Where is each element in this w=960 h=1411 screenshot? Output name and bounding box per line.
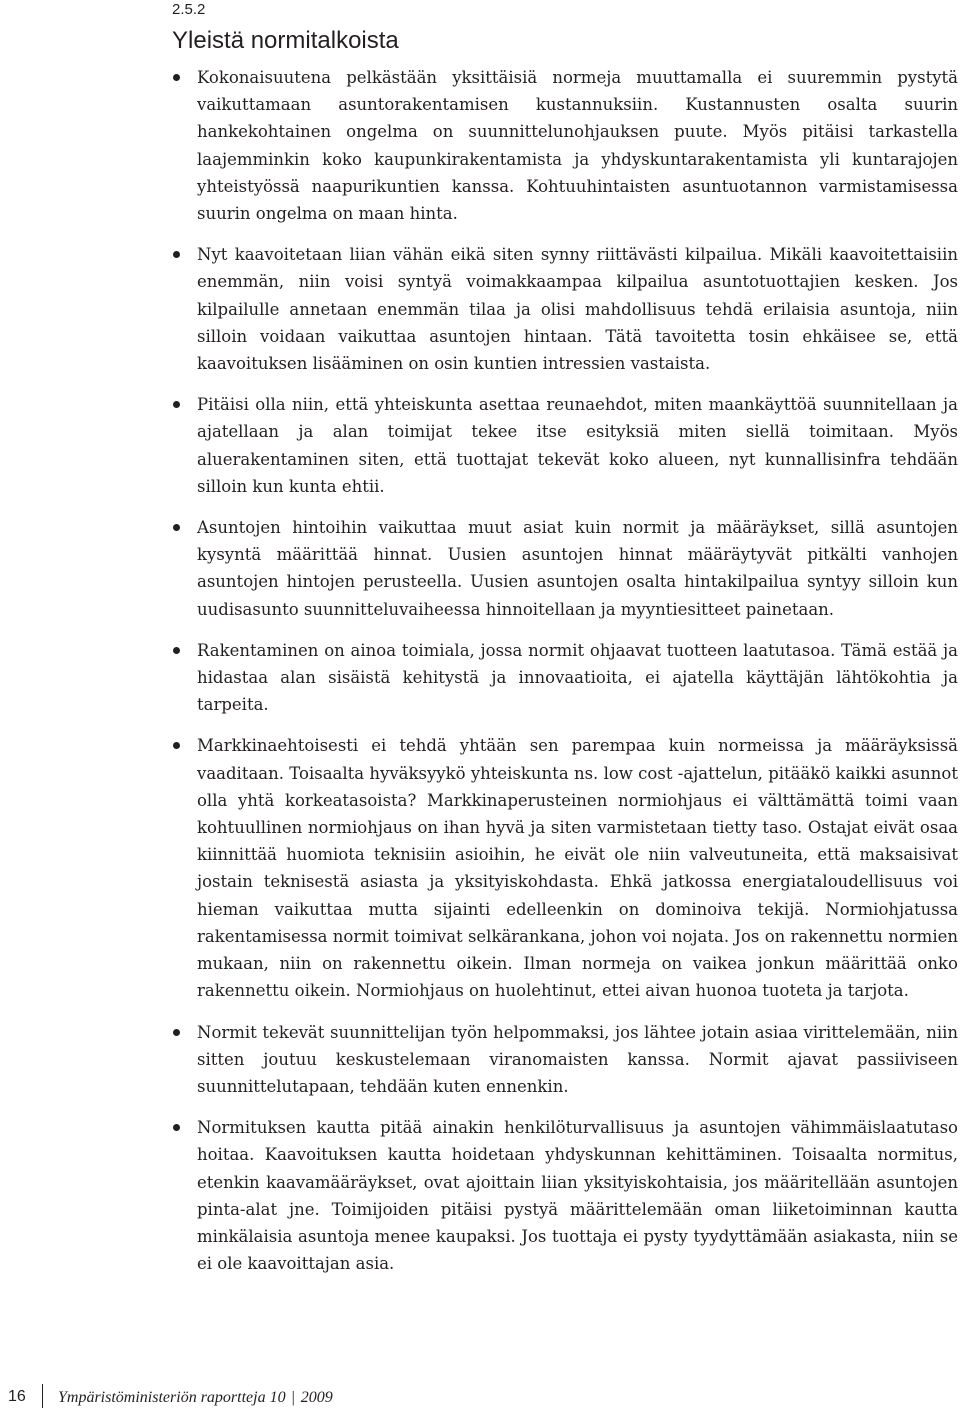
list-item-text: Pitäisi olla niin, että yhteiskunta asettaa reunaehdot, miten maankäyttöä suunnitellaan ja ajatellaan ja alan toimijat tekee itse esityksiä miten siellä toimitaan. Myös aluerakentaminen siten, että tuottajat tekevät koko alueen, nyt kunnallisinfra tehdään silloin kun kunta ehtii.	[197, 395, 958, 496]
section-number: 2.5.2	[172, 1, 206, 18]
page-number: 16	[8, 1388, 26, 1405]
list-item	[172, 637, 958, 719]
section-title: Yleistä normitalkoista	[172, 27, 399, 54]
list-item-text: Markkinaehtoisesti ei tehdä yhtään sen parempaa kuin normeissa ja määräyksissä vaaditaan. Toisaalta hyväksyykö yhteiskunta ns. low cost -ajattelun, pitääkö kaikki asunnot olla yhtä korkeatasoista? Markkinaperusteinen normiohjaus ei välttämättä toimi vaan kohtuullinen normiohjaus on ihan hyvä ja siten varmistetaan tietty taso. Ostajat eivät osaa kiinnittää huomiota teknisiin asioihin, he eivät ole niin valveutuneita, että maksaisivat jostain teknisestä asiasta ja yksityiskohdasta. Ehkä jatkossa energiataloudellisuus voi hieman vaikuttaa mutta sijainti edelleenkin on dominoiva tekijä. Normiohjatussa rakentamisessa normit toimivat selkärankana, johon voi nojata. Jos on rakennettu normien mukaan, niin on rakennettu oikein. Ilman normeja on vaikea jonkun määrittää onko rakennettu oikein. Normiohjaus on huolehtinut, ettei aivan huonoa tuoteta ja tarjota.	[197, 736, 958, 1001]
list-item-text: Normit tekevät suunnittelijan työn helpommaksi, jos lähtee jotain asiaa virittelemään, niin sitten joutuu keskustelemaan viranomaisten kanssa. Normit ajavat passiiviseen suunnittelutapaan, tehdään kuten ennenkin.	[197, 1022, 958, 1096]
bullet-icon	[173, 742, 180, 749]
bullet-icon	[173, 524, 180, 531]
bullet-icon	[173, 647, 180, 654]
list-item-text: Rakentaminen on ainoa toimiala, jossa normit ohjaavat tuotteen laatutasoa. Tämä estää ja hidastaa alan sisäistä kehitystä ja innovaatioita, ei ajatella käyttäjän lähtökohtia ja tarpeita.	[197, 640, 958, 715]
list-item	[172, 64, 958, 227]
list-item-text: Nyt kaavoitetaan liian vähän eikä siten synny riittävästi kilpailua. Mikäli kaavoitettaisiin enemmän, niin voisi syntyä voimakkaampaa kilpailua asuntotuottajien kesken. Jos kilpailulle annetaan enemmän tilaa ja olisi mahdollisuus tehdä erilaisia asuntoja, niin silloin voidaan vaikuttaa asuntojen hintaan. Tätä tavoitetta tosin ehkäisee se, että kaavoituksen lisääminen on osin kuntien intressien vastaista.	[197, 245, 958, 374]
footer-divider	[42, 1384, 43, 1408]
list-item-text: Asuntojen hintoihin vaikuttaa muut asiat kuin normit ja määräykset, sillä asuntojen kysyntä määrittää hinnat. Uusien asuntojen hinnat määräytyvät pitkälti vanhojen asuntojen hintojen perusteella. Uusien asuntojen osalta hintakilpailua syntyy silloin kun uudisasunto suunnitteluvaiheessa hinnoitellaan ja myyntiesitteet painetaan.	[197, 518, 958, 619]
list-item-text: Kokonaisuutena pelkästään yksittäisiä normeja muuttamalla ei suuremmin pystytä vaikuttamaan asuntorakentamisen kustannuksiin. Kustannusten osalta suurin hankekohtainen ongelma on suunnittelunohjauksen puute. Myös pitäisi tarkastella laajemminkin koko kaupunkirakentamista ja yhdyskuntarakentamista yli kuntarajojen yhteistyössä naapurikuntien kanssa. Kohtuuhintaisten asuntuotannon varmistamisessa suurin ongelma on maan hinta.	[197, 68, 958, 224]
publication-title: Ympäristöministeriön raportteja 10	[58, 1389, 286, 1406]
bullet-list	[172, 64, 958, 1291]
running-footer	[58, 1388, 333, 1408]
list-item	[172, 514, 958, 623]
list-item	[172, 391, 958, 500]
bullet-icon	[173, 251, 180, 258]
bullet-icon	[173, 74, 180, 81]
list-item	[172, 241, 958, 377]
publication-year: 2009	[300, 1389, 333, 1406]
list-item	[172, 1114, 958, 1277]
list-item	[172, 1019, 958, 1101]
page-footer	[0, 1384, 960, 1411]
footer-separator: |	[291, 1389, 295, 1406]
bullet-icon	[173, 401, 180, 408]
list-item-text: Normituksen kautta pitää ainakin henkilöturvallisuus ja asuntojen vähimmäislaatutaso hoitaa. Kaavoituksen kautta hoidetaan yhdyskunnan kehittäminen. Toisaalta normitus, etenkin kaavamääräykset, ovat ajoittain liian yksityiskohtaisia, jos määritellään asuntojen pinta-alat jne. Toimijoiden pitäisi pystyä määrittelemään oman liiketoiminnan kautta minkälaisia asuntoja menee kaupaksi. Jos tuottaja ei pysty tyydyttämään asiakasta, niin se ei ole kaavoittajan asia.	[197, 1118, 958, 1274]
bullet-icon	[173, 1124, 180, 1131]
list-item	[172, 732, 958, 1004]
bullet-icon	[173, 1029, 180, 1036]
